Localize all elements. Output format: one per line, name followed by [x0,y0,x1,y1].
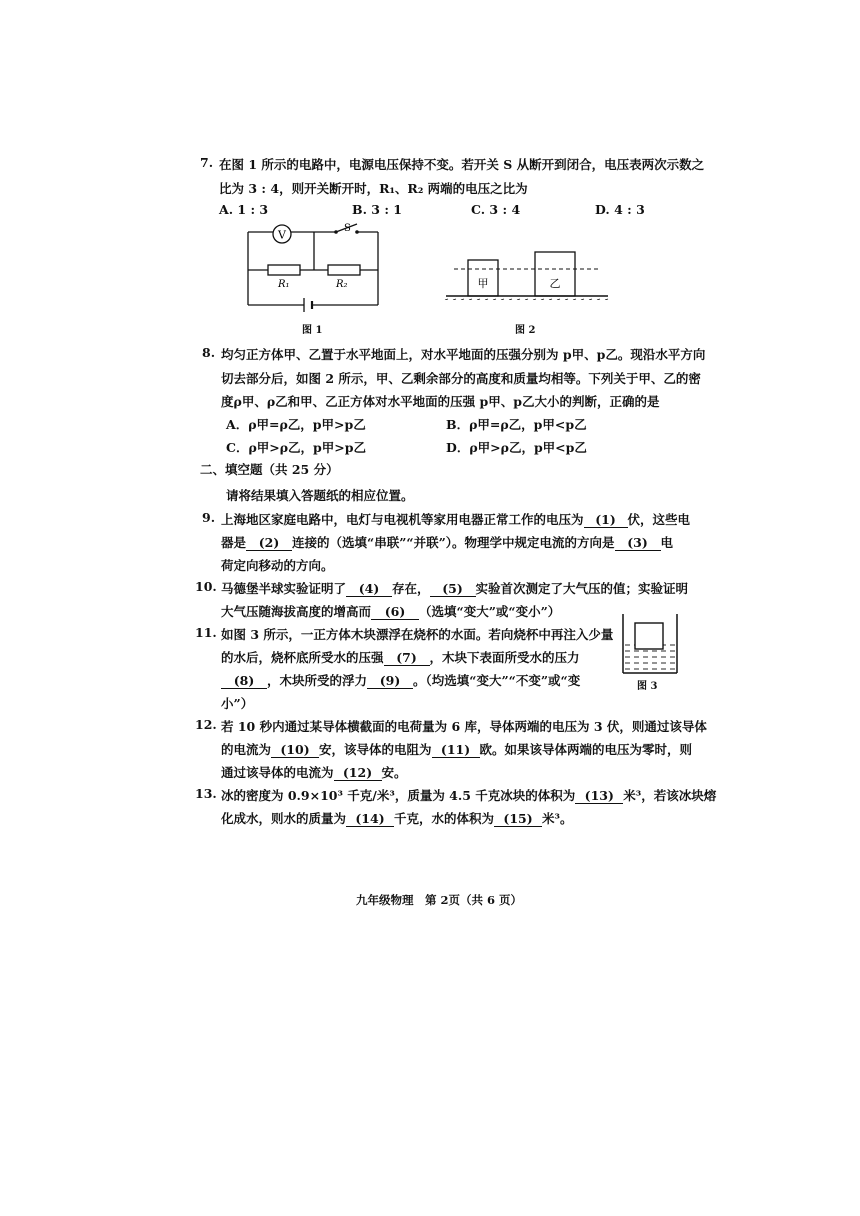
q11-line3: (8) ，木块所受的浮力 (9) 。（均选填“变大”“不变”或“变 [221,671,580,689]
blank-5: (5) [430,581,476,597]
q8-line2: 切去部分后，如图 2 所示，甲、乙剩余部分的高度和质量均相等。下列关于甲、乙的密 [221,371,701,386]
q7-number: 7. [200,155,214,170]
section-2-instruction: 请将结果填入答题纸的相应位置。 [226,488,414,503]
r1-label: R₁ [278,279,290,290]
blank-7: (7) [384,650,430,666]
q8-option-a: A．ρ甲=ρ乙，p甲>p乙 [226,417,366,432]
q10-number: 10. [195,579,217,594]
q8-option-c: C．ρ甲>ρ乙，p甲>p乙 [226,440,367,455]
q8-line3: 度ρ甲、ρ乙和甲、乙正方体对水平地面的压强 p甲、p乙大小的判断，正确的是 [221,394,660,409]
q7-option-b: B. 3 : 1 [352,202,402,217]
q13-line1: 冰的密度为 0.9×10³ 千克/米³，质量为 4.5 千克冰块的体积为 (13) 米³，若该冰块熔 [221,788,717,803]
q12-line3: 通过该导体的电流为 (12) 安。 [221,765,407,780]
blank-15: (15) [494,811,542,827]
blank-9: (9) [367,673,413,689]
q10-line2: 大气压随海拔高度的增高而 (6) （选填“变大”或“变小”） [221,604,561,619]
q8-option-b: B．ρ甲=ρ乙，p甲<p乙 [446,417,587,432]
blank-3: (3) [615,535,661,551]
blank-13: (13) [575,788,623,804]
q12-number: 12. [195,717,217,732]
figure-3-beaker [615,612,685,674]
blank-11: (11) [432,742,480,758]
block-yi-label: 乙 [549,277,561,290]
q9-line3: 荷定向移动的方向。 [221,558,334,573]
q10-line1: 马德堡半球实验证明了 (4) 存在， (5) 实验首次测定了大气压的值；实验证明 [221,581,689,596]
q9-number: 9. [202,510,216,525]
q8-number: 8. [202,345,216,360]
blank-4: (4) [346,581,392,597]
figure-2-blocks [440,248,615,300]
blank-8: (8) [221,673,267,689]
figure-1-caption: 图 1 [302,325,323,336]
figure-2-caption: 图 2 [515,325,536,336]
figure-3-caption: 图 3 [637,681,658,692]
section-2-heading: 二、填空题（共 25 分） [200,462,339,477]
voltmeter-label: V [278,228,286,242]
q11-number: 11. [195,625,217,640]
q7-line1: 在图 1 所示的电路中，电源电压保持不变。若开关 S 从断开到闭合，电压表两次示数之 [219,157,705,172]
blank-2: (2) [246,535,292,551]
q9-line2: 器是 (2) 连接的（选填“串联”“并联”）。物理学中规定电流的方向是 (3) 电 [221,535,674,550]
q7-option-d: D. 4 : 3 [595,202,645,217]
switch-label: S [344,223,351,234]
q8-option-d: D．ρ甲>ρ乙，p甲<p乙 [446,440,587,455]
q11-line2: 的水后，烧杯底所受水的压强 (7) ，木块下表面所受水的压力 [221,650,580,665]
q12-line2: 的电流为 (10) 安，该导体的电阻为 (11) 欧。如果该导体两端的电压为零时，则 [221,742,693,757]
q8-line1: 均匀正方体甲、乙置于水平地面上，对水平地面的压强分别为 p甲、p乙。现沿水平方向 [221,347,706,362]
blank-14: (14) [346,811,394,827]
q11-line4: 小”） [221,696,254,711]
blank-1: (1) [584,512,628,528]
block-jia-label: 甲 [477,277,489,290]
page-footer: 九年级物理 第 2页（共 6 页） [356,893,523,907]
q9-line1: 上海地区家庭电路中，电灯与电视机等家用电器正常工作的电压为 (1) 伏，这些电 [221,512,691,527]
q13-number: 13. [195,786,217,801]
blank-12: (12) [334,765,382,781]
q13-line2: 化成水，则水的质量为 (14) 千克，水的体积为 (15) 米³。 [221,811,573,826]
q7-option-c: C. 3 : 4 [471,202,521,217]
r2-label: R₂ [336,279,348,290]
blank-6: (6) [371,604,419,620]
q7-line2: 比为 3 : 4，则开关断开时，R₁、R₂ 两端的电压之比为 [219,181,528,196]
figure-1-circuit [240,218,390,318]
blank-10: (10) [271,742,319,758]
q7-option-a: A. 1 : 3 [219,202,269,217]
q12-line1: 若 10 秒内通过某导体横截面的电荷量为 6 库，导体两端的电压为 3 伏，则通过该导体 [221,719,707,734]
q11-line1: 如图 3 所示，一正方体木块漂浮在烧杯的水面。若向烧杯中再注入少量 [221,627,614,642]
